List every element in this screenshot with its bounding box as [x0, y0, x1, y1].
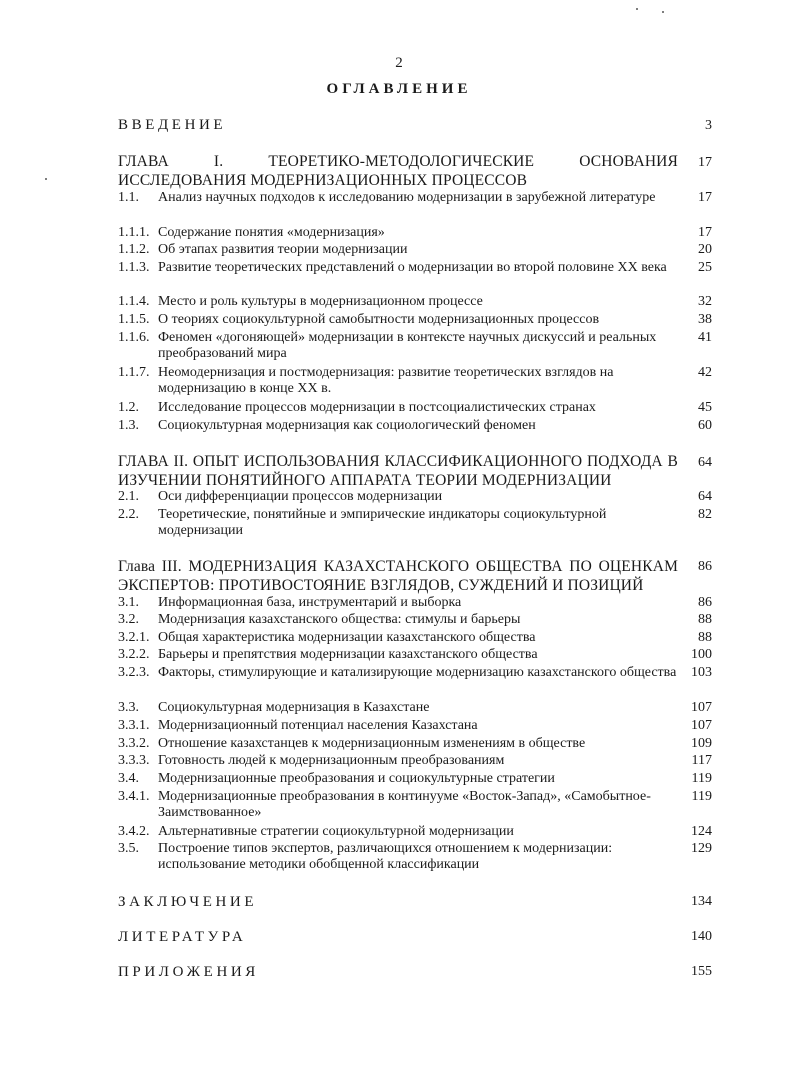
toc-entry-text: Анализ научных подходов к исследованию модернизации в зарубежной литературе	[158, 190, 656, 205]
toc-appendices-label: ПРИЛОЖЕНИЯ	[118, 964, 259, 980]
toc-intro-label: ВВЕДЕНИЕ	[118, 117, 227, 133]
toc-entry-text: Модернизационные преобразования и социокультурные стратегии	[158, 771, 555, 786]
toc-entry-text: Неомодернизация и постмодернизация: развитие теоретических взглядов на модернизацию в конце XX в.	[158, 365, 614, 396]
toc-entry-text: Феномен «догоняющей» модернизации в контексте научных дискуссий и реальных преобразований мира	[158, 330, 657, 361]
toc-entry-page: 17	[698, 225, 712, 240]
toc-entry-number: 3.4.1.	[118, 789, 150, 804]
toc-entry-text: Факторы, стимулирующие и катализирующие модернизацию казахстанского общества	[158, 665, 677, 680]
toc-appendices-page: 155	[691, 964, 712, 979]
toc-intro-page: 3	[705, 118, 712, 133]
toc-entry-page: 117	[691, 753, 712, 768]
toc-entry-number: 3.4.	[118, 771, 139, 786]
toc-entry-number: 1.1.6.	[118, 330, 150, 345]
toc-entry-number: 2.2.	[118, 507, 139, 522]
toc-entry-number: 3.1.	[118, 595, 139, 610]
chapter-2-page: 64	[698, 455, 712, 470]
toc-entry-number: 1.3.	[118, 418, 139, 433]
toc-entry-page: 109	[691, 736, 712, 751]
toc-entry-text: О теориях социокультурной самобытности модернизационных процессов	[158, 312, 600, 327]
toc-entry-text: Построение типов экспертов, различающихся отношением к модернизации: использование методики обобщенной классификации	[158, 841, 613, 872]
toc-entry-text: Готовность людей к модернизационным преобразованиям	[158, 753, 505, 768]
toc-conclusion-page: 134	[691, 894, 712, 909]
toc-entry-number: 3.2.3.	[118, 665, 150, 680]
toc-literature-page: 140	[691, 929, 712, 944]
toc-entry-page: 64	[698, 489, 712, 504]
toc-entry-page: 129	[691, 841, 712, 856]
toc-entry-text: Информационная база, инструментарий и выборка	[158, 595, 462, 610]
toc-entry-number: 1.1.	[118, 190, 139, 205]
scan-speck	[662, 11, 664, 13]
toc-entry-text: Место и роль культуры в модернизационном процессе	[158, 294, 483, 309]
chapter-2-title: ГЛАВА II. ОПЫТ ИСПОЛЬЗОВАНИЯ КЛАССИФИКАЦИОННОГО ПОДХОДА В ИЗУЧЕНИИ ПОНЯТИЙНОГО АППАРАТА ТЕОРИИ МОДЕРНИЗАЦИИ	[118, 453, 678, 489]
toc-entry-number: 3.5.	[118, 841, 139, 856]
toc-entry-page: 119	[691, 771, 712, 786]
toc-conclusion-label: ЗАКЛЮЧЕНИЕ	[118, 894, 258, 910]
toc-entry-text: Социокультурная модернизация в Казахстане	[158, 700, 430, 715]
toc-entry-page: 41	[698, 330, 712, 345]
toc-entry-number: 3.2.	[118, 612, 139, 627]
toc-entry-page: 103	[691, 665, 712, 680]
toc-entry-text: Общая характеристика модернизации казахстанского общества	[158, 630, 536, 645]
toc-entry-page: 119	[691, 789, 712, 804]
toc-entry-number: 3.3.1.	[118, 718, 150, 733]
toc-entry-number: 3.2.1.	[118, 630, 150, 645]
page-number: 2	[395, 55, 403, 71]
toc-entry-page: 42	[698, 365, 712, 380]
toc-entry-text: Альтернативные стратегии социокультурной модернизации	[158, 824, 514, 839]
scan-speck	[636, 8, 638, 10]
toc-entry-text: Модернизация казахстанского общества: стимулы и барьеры	[158, 612, 521, 627]
toc-entry-page: 107	[691, 700, 712, 715]
toc-entry-text: Развитие теоретических представлений о модернизации во второй половине XX века	[158, 260, 667, 275]
toc-entry-page: 124	[691, 824, 712, 839]
toc-title: ОГЛАВЛЕНИЕ	[326, 81, 472, 97]
chapter-3-title: Глава III. МОДЕРНИЗАЦИЯ КАЗАХСТАНСКОГО ОБЩЕСТВА ПО ОЦЕНКАМ ЭКСПЕРТОВ: ПРОТИВОСТОЯНИЕ ВЗГЛЯДОВ, СУЖДЕНИЙ И ПОЗИЦИЙ	[118, 558, 678, 594]
toc-entry-number: 3.3.3.	[118, 753, 150, 768]
toc-entry-page: 82	[698, 507, 712, 522]
toc-entry-number: 3.3.2.	[118, 736, 150, 751]
toc-entry-number: 3.3.	[118, 700, 139, 715]
toc-entry-text: Об этапах развития теории модернизации	[158, 242, 408, 257]
toc-entry-page: 25	[698, 260, 712, 275]
toc-entry-text: Барьеры и препятствия модернизации казахстанского общества	[158, 647, 538, 662]
toc-entry-number: 3.4.2.	[118, 824, 150, 839]
toc-entry-text: Отношение казахстанцев к модернизационным изменениям в обществе	[158, 736, 586, 751]
toc-entry-text: Исследование процессов модернизации в постсоциалистических странах	[158, 400, 596, 415]
toc-entry-page: 88	[698, 630, 712, 645]
scan-speck	[45, 178, 47, 180]
toc-entry-page: 86	[698, 595, 712, 610]
toc-entry-number: 3.2.2.	[118, 647, 150, 662]
toc-entry-page: 88	[698, 612, 712, 627]
toc-literature-label: ЛИТЕРАТУРА	[118, 929, 247, 945]
toc-entry-text: Социокультурная модернизация как социологический феномен	[158, 418, 536, 433]
toc-entry-page: 17	[698, 190, 712, 205]
toc-entry-page: 20	[698, 242, 712, 257]
toc-entry-page: 100	[691, 647, 712, 662]
toc-entry-text: Оси дифференциации процессов модернизации	[158, 489, 443, 504]
toc-entry-number: 2.1.	[118, 489, 139, 504]
toc-entry-number: 1.1.2.	[118, 242, 150, 257]
toc-entry-number: 1.1.1.	[118, 225, 150, 240]
toc-entry-text: Модернизационные преобразования в континууме «Восток-Запад», «Самобытное-Заимствованное»	[158, 789, 651, 820]
chapter-3-page: 86	[698, 559, 712, 574]
toc-entry-page: 107	[691, 718, 712, 733]
toc-entry-number: 1.2.	[118, 400, 139, 415]
chapter-1-page: 17	[698, 155, 712, 170]
toc-entry-number: 1.1.7.	[118, 365, 150, 380]
toc-entry-text: Содержание понятия «модернизация»	[158, 225, 385, 240]
chapter-1-title: ГЛАВА I. ТЕОРЕТИКО-МЕТОДОЛОГИЧЕСКИЕ ОСНОВАНИЯ ИССЛЕДОВАНИЯ МОДЕРНИЗАЦИОННЫХ ПРОЦЕССОВ	[118, 153, 678, 189]
toc-entry-number: 1.1.3.	[118, 260, 150, 275]
toc-entry-page: 60	[698, 418, 712, 433]
toc-entry-number: 1.1.5.	[118, 312, 150, 327]
toc-entry-page: 45	[698, 400, 712, 415]
toc-entry-text: Модернизационный потенциал населения Казахстана	[158, 718, 478, 733]
toc-entry-number: 1.1.4.	[118, 294, 150, 309]
toc-entry-page: 38	[698, 312, 712, 327]
toc-entry-page: 32	[698, 294, 712, 309]
toc-entry-text: Теоретические, понятийные и эмпирические индикаторы социокультурной модернизации	[158, 507, 607, 538]
